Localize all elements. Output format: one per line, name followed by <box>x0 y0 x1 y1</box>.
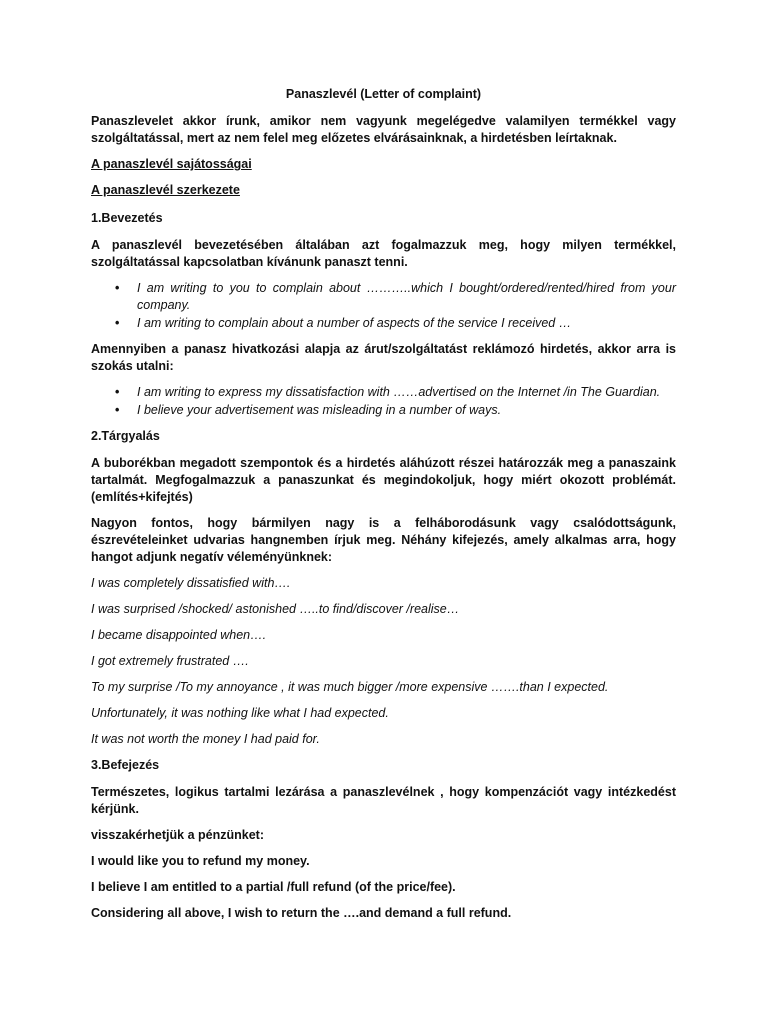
phrase-line: It was not worth the money I had paid for. <box>91 732 320 746</box>
section-3-paragraph: Természetes, logikus tartalmi lezárása a panaszlevélnek , hogy kompenzációt vagy intézkedést kérjünk. <box>91 785 676 816</box>
section-2-paragraph-1: A buborékban megadott szempontok és a hirdetés aláhúzott részei határozzák meg a panaszaink tartalmát. Megfogalmazzuk a panaszunkat és megindokoljuk, hogy miért okozott problémát. (említés+kifejtés) <box>91 456 676 504</box>
phrase-line: To my surprise /To my annoyance , it was much bigger /more expensive …….than I expected. <box>91 680 609 694</box>
phrase-line: Unfortunately, it was nothing like what I had expected. <box>91 706 389 720</box>
section-3-heading: 3.Befejezés <box>91 758 160 772</box>
list-item: • I am writing to you to complain about ………..which I bought/ordered/rented/hired from your company. <box>137 280 676 314</box>
link-features[interactable]: A panaszlevél sajátosságai <box>91 157 252 171</box>
list-item: • I am writing to complain about a number of aspects of the service I received … <box>137 315 676 332</box>
section-3-subheading: visszakérhetjük a pénzünket: <box>91 828 264 842</box>
phrase-line: I was surprised /shocked/ astonished …..to find/discover /realise… <box>91 602 460 616</box>
section-1-paragraph: A panaszlevél bevezetésében általában azt fogalmazzuk meg, hogy milyen termékkel, szolgáltatással kapcsolatban kívánunk panaszt tenni. <box>91 238 676 269</box>
phrase-line: I became disappointed when…. <box>91 628 267 642</box>
list-item: • I am writing to express my dissatisfaction with ……advertised on the Internet /in The Guardian. <box>137 384 676 401</box>
closing-line: I would like you to refund my money. <box>91 854 310 868</box>
section-1-bullet-list <box>91 280 676 332</box>
document-title: Panaszlevél (Letter of complaint) <box>285 87 482 101</box>
phrase-line: I got extremely frustrated …. <box>91 654 249 668</box>
closing-line: I believe I am entitled to a partial /full refund (of the price/fee). <box>91 880 456 894</box>
section-1-bullet-list-2 <box>91 384 676 419</box>
list-item: • I believe your advertisement was misleading in a number of ways. <box>137 402 676 419</box>
section-1-heading: 1.Bevezetés <box>91 211 163 225</box>
link-structure[interactable]: A panaszlevél szerkezete <box>91 183 240 197</box>
closing-line: Considering all above, I wish to return the ….and demand a full refund. <box>91 906 512 920</box>
section-1-paragraph-2: Amennyiben a panasz hivatkozási alapja az árut/szolgáltatást reklámozó hirdetés, akkor arra is szokás utalni: <box>91 342 676 373</box>
phrase-line: I was completely dissatisfied with…. <box>91 576 291 590</box>
section-2-heading: 2.Tárgyalás <box>91 429 160 443</box>
intro-paragraph: Panaszlevelet akkor írunk, amikor nem vagyunk megelégedve valamilyen termékkel vagy szolgáltatással, mert az nem felel meg előzetes elvárásainknak, a hirdetésben leírtaknak. <box>91 114 676 145</box>
section-2-paragraph-2: Nagyon fontos, hogy bármilyen nagy is a felháborodásunk vagy csalódottságunk, észrevételeinket udvarias hangnemben írjuk meg. Néhány kifejezés, amely alkalmas arra, hogy hangot adjunk negatív véleményünknek: <box>91 516 676 564</box>
